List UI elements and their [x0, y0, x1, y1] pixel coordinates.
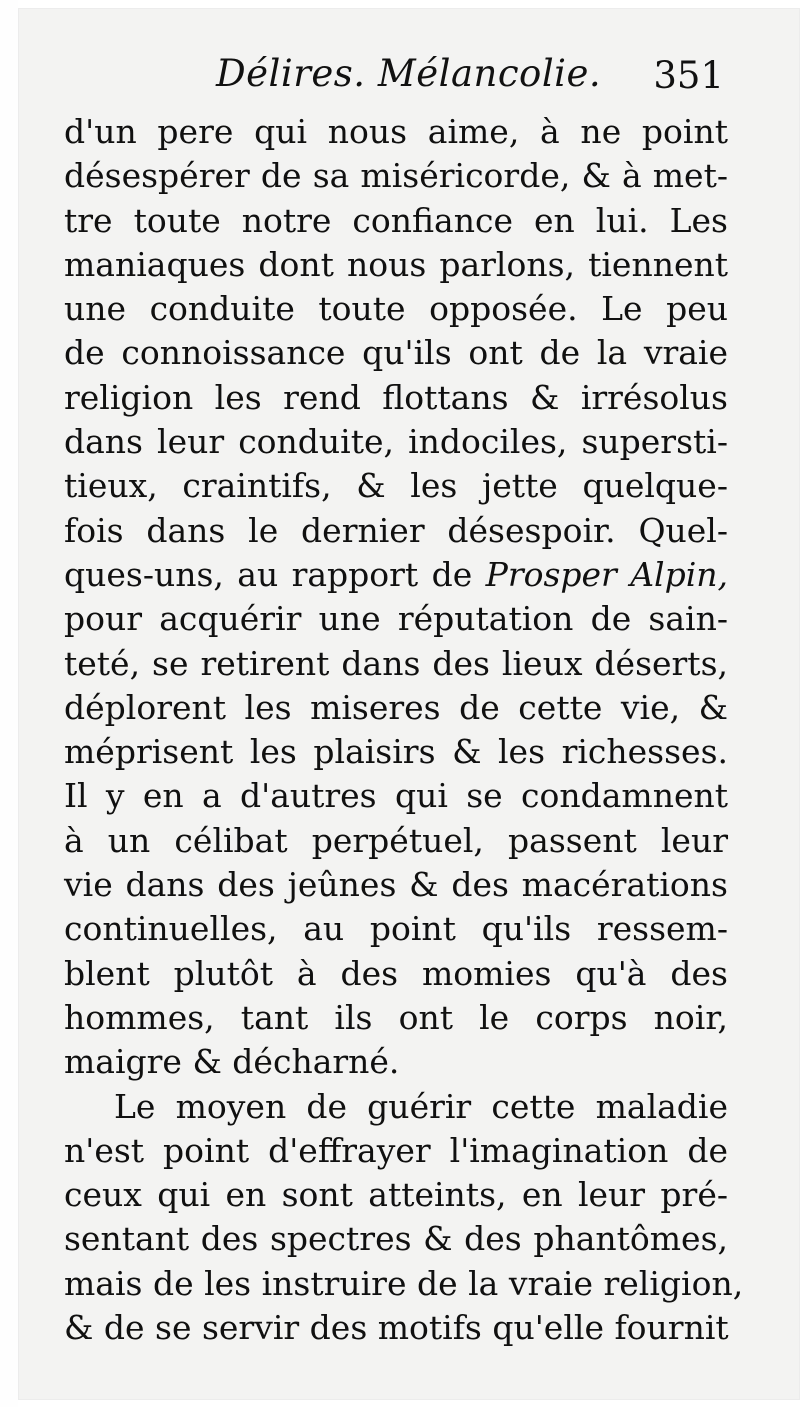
- page-margin: [0, 0, 18, 1407]
- text-line: méprisent les plaisirs & les richesses.: [64, 732, 728, 772]
- body-text: [64, 110, 744, 1350]
- text-line: vie dans des jeûnes & des macérations: [64, 865, 728, 905]
- text-line: religion les rend flottans & irrésolus: [64, 377, 728, 417]
- text-line: mais de les instruire de la vraie religion,: [64, 1263, 744, 1303]
- text-line: pour acquérir une réputation de sain-: [64, 599, 728, 639]
- text-line: maniaques dont nous parlons, tiennent: [64, 244, 728, 284]
- author-name: Prosper Alpin,: [485, 554, 728, 594]
- text-line: une conduite toute opposée. Le peu: [64, 289, 728, 329]
- text-line: à un célibat perpétuel, passent leur: [64, 820, 728, 860]
- text-line: continuelles, au point qu'ils ressem-: [64, 909, 728, 949]
- text-line-start: ques-uns, au rapport de: [64, 554, 473, 594]
- text-line: tieux, craintifs, & les jette quelque-: [64, 466, 728, 506]
- text-line: sentant des spectres & des phantômes,: [64, 1219, 728, 1259]
- text-line: de connoissance qu'ils ont de la vraie: [64, 333, 728, 373]
- text-line: hommes, tant ils ont le corps noir,: [64, 997, 728, 1037]
- page-number: 351: [653, 54, 724, 97]
- text-line: Il y en a d'autres qui se condamnent: [64, 776, 728, 816]
- text-line: ceux qui en sont atteints, en leur pré-: [64, 1175, 728, 1215]
- running-title: Délires. Mélancolie.: [216, 52, 602, 95]
- text-line: tre toute notre confiance en lui. Les: [64, 200, 728, 240]
- text-line: déplorent les miseres de cette vie, &: [64, 687, 728, 727]
- text-line: d'un pere qui nous aime, à ne point: [64, 112, 728, 151]
- text-line: maigre & décharné.: [64, 1042, 400, 1082]
- text-line: fois dans le dernier désespoir. Quel-: [64, 510, 728, 550]
- text-line-with-name: [64, 553, 728, 597]
- text-line: dans leur conduite, indociles, supersti-: [64, 422, 728, 462]
- paragraph-start-line: Le moyen de guérir cette maladie: [114, 1086, 728, 1126]
- text-line: & de se servir des motifs qu'elle fournit: [64, 1308, 729, 1348]
- text-line: teté, se retirent dans des lieux déserts,: [64, 643, 728, 683]
- page-header: [190, 52, 730, 112]
- text-line: n'est point d'effrayer l'imagination de: [64, 1130, 728, 1170]
- text-line: désespérer de sa miséricorde, & à met-: [64, 156, 728, 196]
- text-line: blent plutôt à des momies qu'à des: [64, 953, 728, 993]
